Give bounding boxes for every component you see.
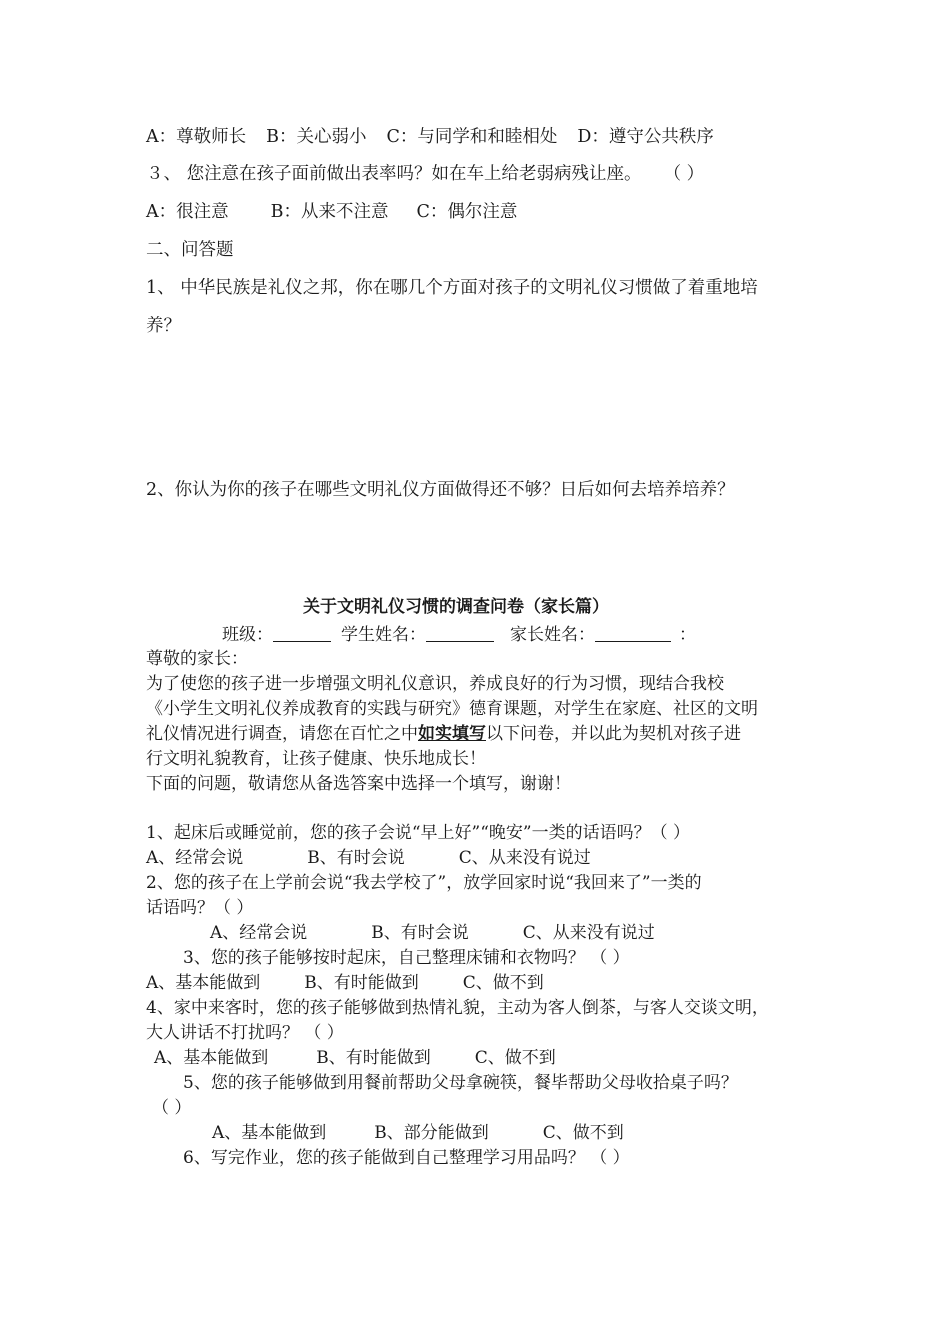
info-fields-row: 班级： 学生姓名： 家长姓名： ： (222, 625, 696, 645)
student-name-label: 学生姓名： (341, 625, 426, 645)
q3-options-row (146, 972, 544, 994)
question-3: 3、您的孩子能够按时起床，自己整理床铺和衣物吗？ （ ） (183, 948, 630, 968)
class-field[interactable] (273, 625, 331, 642)
option: A：尊敬师长 (146, 127, 247, 147)
instruction: 下面的问题，敬请您从备选答案中选择一个填写，谢谢！ (146, 774, 571, 794)
option: B：从来不注意 (270, 202, 389, 222)
open-question-2: 2、你认为你的孩子在哪些文明礼仪方面做得还不够？日后如何去培养培养？ (146, 480, 735, 500)
option: A、经常会说 (210, 923, 308, 943)
option: B：关心弱小 (266, 127, 367, 147)
question-2: 2、您的孩子在上学前会说“我去学校了”，放学回家时说“我回来了”一类的 (146, 873, 702, 893)
open-question-1-cont: 养？ (146, 316, 181, 336)
option: B、部分能做到 (374, 1123, 489, 1143)
option: D：遵守公共秩序 (577, 127, 714, 147)
option: A、经常会说 (146, 848, 244, 868)
question-2-cont: 话语吗？（ ） (146, 898, 254, 918)
answer-paren: （ ） (663, 164, 705, 184)
section-heading: 二、问答题 (146, 240, 234, 260)
question-3: ３、 您注意在孩子面前做出表率吗？如在车上给老弱病残让座。 （ ） (146, 164, 705, 184)
q3-options-row (146, 201, 517, 223)
q2-options-row (146, 126, 714, 148)
student-name-field[interactable] (426, 625, 494, 642)
page-title: 关于文明礼仪习惯的调查问卷（家长篇） (303, 597, 609, 617)
intro-line: 行文明礼貌教育，让孩子健康、快乐地成长！ (146, 749, 486, 769)
q4-options-row (154, 1047, 556, 1069)
parent-name-label: 家长姓名： (510, 625, 595, 645)
question-1: 1、起床后或睡觉前，您的孩子会说“早上好”“晚安”一类的话语吗？（ ） (146, 823, 690, 843)
q2-options-row (210, 922, 655, 944)
option: C、做不到 (462, 973, 544, 993)
question-4-cont: 大人讲话不打扰吗？ （ ） (146, 1023, 344, 1043)
option: C、从来没有说过 (458, 848, 591, 868)
option: C、做不到 (474, 1048, 556, 1068)
intro-line: 《小学生文明礼仪养成教育的实践与研究》德育课题，对学生在家庭、社区的文明 (146, 699, 758, 719)
parent-name-field[interactable] (595, 625, 671, 642)
option: C：偶尔注意 (416, 202, 518, 222)
option: A、基本能做到 (154, 1048, 269, 1068)
option: A：很注意 (146, 202, 229, 222)
option: C、做不到 (542, 1123, 624, 1143)
option: C、从来没有说过 (522, 923, 655, 943)
class-label: 班级： (222, 625, 273, 645)
option: B、有时会说 (371, 923, 469, 943)
q1-options-row (146, 847, 591, 869)
q5-options-row (212, 1122, 624, 1144)
option: B、有时会说 (307, 848, 405, 868)
option: C：与同学和和睦相处 (386, 127, 558, 147)
option: A、基本能做到 (212, 1123, 327, 1143)
option: B、有时能做到 (316, 1048, 431, 1068)
option: B、有时能做到 (304, 973, 419, 993)
question-5-cont: （ ） (152, 1098, 192, 1118)
greeting: 尊敬的家长： (146, 649, 248, 669)
open-question-1: 1、 中华民族是礼仪之邦，你在哪几个方面对孩子的文明礼仪习惯做了着重地培 (146, 278, 758, 298)
question-4: 4、家中来客时，您的孩子能够做到热情礼貌，主动为客人倒茶，与客人交谈文明， (146, 998, 769, 1018)
intro-line: 礼仪情况进行调查，请您在百忙之中如实填写以下问卷，并以此为契机对孩子进 (146, 724, 741, 744)
option: A、基本能做到 (146, 973, 261, 993)
question-6: 6、写完作业，您的孩子能做到自己整理学习用品吗？ （ ） (183, 1148, 630, 1168)
intro-line: 为了使您的孩子进一步增强文明礼仪意识，养成良好的行为习惯，现结合我校 (146, 674, 724, 694)
question-5: 5、您的孩子能够做到用餐前帮助父母拿碗筷，餐毕帮助父母收拾桌子吗？ (183, 1073, 738, 1093)
emphasis-text: 如实填写 (418, 724, 486, 744)
